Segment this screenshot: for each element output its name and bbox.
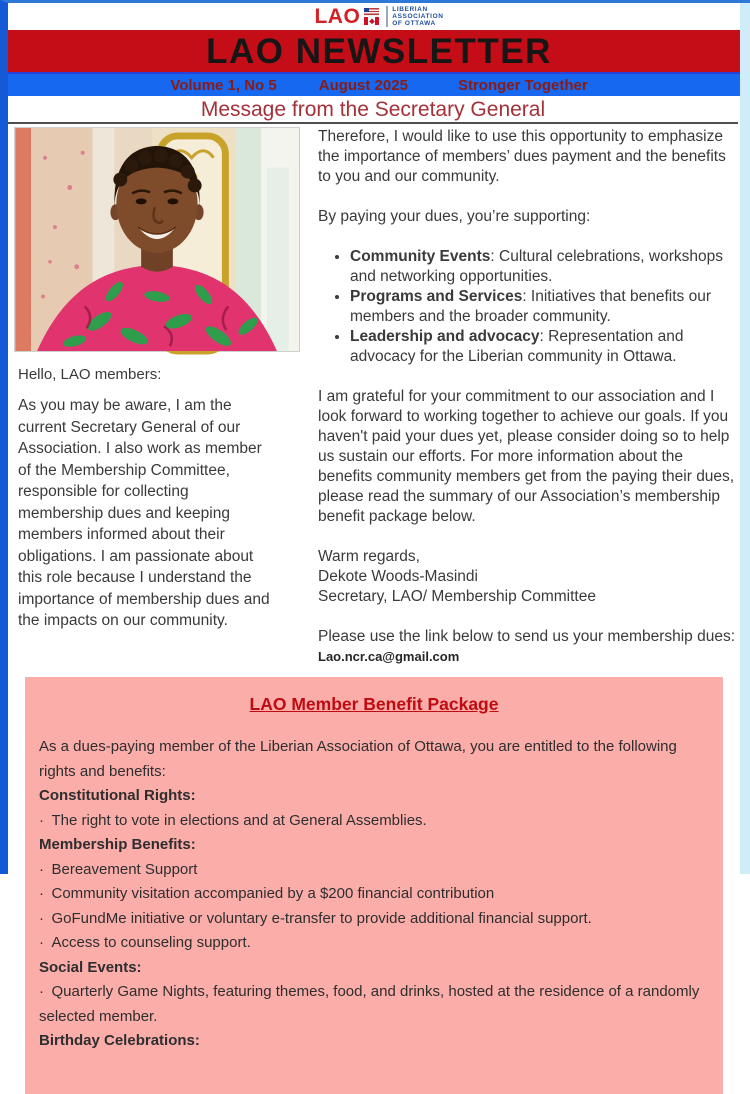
benefit-item: · Community visitation accompanied by a $200 financial contribution: [39, 885, 495, 902]
dues-paragraph-1: Therefore, I would like to use this opportunity to emphasize the importance of members’ dues payment and the benefits to you and our community.: [318, 128, 726, 185]
signature-name: Dekote Woods-Masindi: [318, 568, 478, 585]
newsletter-title: LAO NEWSLETTER: [206, 31, 552, 71]
issue-date: August 2025: [318, 76, 408, 94]
right-column: [302, 127, 736, 667]
right-edge-strip: [740, 3, 750, 874]
org-name-line: LIBERIAN: [392, 6, 428, 13]
logo-text: LAO: [314, 5, 361, 28]
benefit-item: · The right to vote in elections and at General Assemblies.: [39, 811, 427, 829]
secretary-portrait-photo: [14, 127, 300, 352]
newsletter-banner: [8, 30, 750, 72]
org-name-line: OF OTTAWA: [392, 20, 436, 27]
benefit-item: · Bereavement Support: [39, 860, 198, 878]
flags-icon: [364, 8, 379, 25]
signature-title: Secretary, LAO/ Membership Committee: [318, 588, 596, 605]
volume-label: Volume 1, No 5: [170, 76, 277, 94]
benefit-item: · Access to counseling support.: [39, 934, 251, 951]
dues-paragraph-2: By paying your dues, you’re supporting:: [318, 208, 591, 225]
intro-paragraph: As you may be aware, I am the current Secretary General of our Association. I also work as member of the Membership Committee, responsible for collecting membership dues and keeping members informed about their obligations. I am passionate about this role because I understand the importance of membership dues and the impacts on our community.: [18, 397, 270, 629]
tagline: Stronger Together: [457, 76, 588, 94]
dues-bullet: • Programs and Services: Initiatives that benefits our members and the broader community.: [350, 287, 736, 327]
benefit-item: · Quarterly Game Nights, featuring themes, food, and drinks, hosted at the residence of a randomly selected member.: [39, 983, 700, 1025]
dues-email-link[interactable]: Lao.ncr.ca@gmail.com: [318, 649, 460, 664]
benefit-section-heading: Membership Benefits:: [39, 836, 196, 853]
benefit-intro: As a dues-paying member of the Liberian Association of Ottawa, you are entitled to the following rights and benefits:: [39, 738, 677, 780]
signature-block: [318, 547, 736, 607]
section-heading-row: [8, 96, 738, 124]
dues-link-instruction: Please use the link below to send us your membership dues:: [318, 628, 736, 645]
dues-benefits-list: [318, 247, 736, 367]
dues-bullet: • Community Events: Cultural celebrations, workshops and networking opportunities.: [350, 247, 736, 287]
canadian-flag-icon: [364, 17, 379, 25]
section-heading: Message from the Secretary General: [200, 97, 546, 121]
greeting-text: Hello, LAO members:: [18, 366, 162, 383]
benefit-section-heading: Constitutional Rights:: [39, 787, 196, 804]
volume-info-bar: [8, 72, 750, 96]
benefit-section-heading: Social Events:: [39, 958, 142, 976]
dues-bullet: • Leadership and advocacy: Representation and advocacy for the Liberian community in Ottawa.: [350, 327, 736, 367]
dues-paragraph-3: I am grateful for your commitment to our association and I look forward to working together to achieve our goals. If you haven't paid your dues yet, please consider doing so to help us sustain our efforts. For more information about the benefits community members get from the paying their dues, please read the summary of our Association’s membership benefit package below.: [318, 388, 735, 525]
benefit-package-body: [39, 735, 709, 1054]
benefit-package-box: [25, 677, 723, 1094]
benefit-item: · GoFundMe initiative or voluntary e-transfer to provide additional financial support.: [39, 909, 592, 927]
liberian-flag-icon: [364, 8, 379, 16]
org-name: [386, 6, 443, 27]
benefit-section-heading: Birthday Celebrations:: [39, 1032, 200, 1049]
message-content: [8, 124, 750, 667]
benefit-package-title: LAO Member Benefit Package: [249, 694, 499, 714]
closing-line: Warm regards,: [318, 548, 420, 565]
org-name-line: ASSOCIATION: [392, 13, 444, 20]
lao-logo: [314, 6, 443, 27]
left-column: [14, 127, 302, 667]
logo-header: [8, 3, 750, 30]
